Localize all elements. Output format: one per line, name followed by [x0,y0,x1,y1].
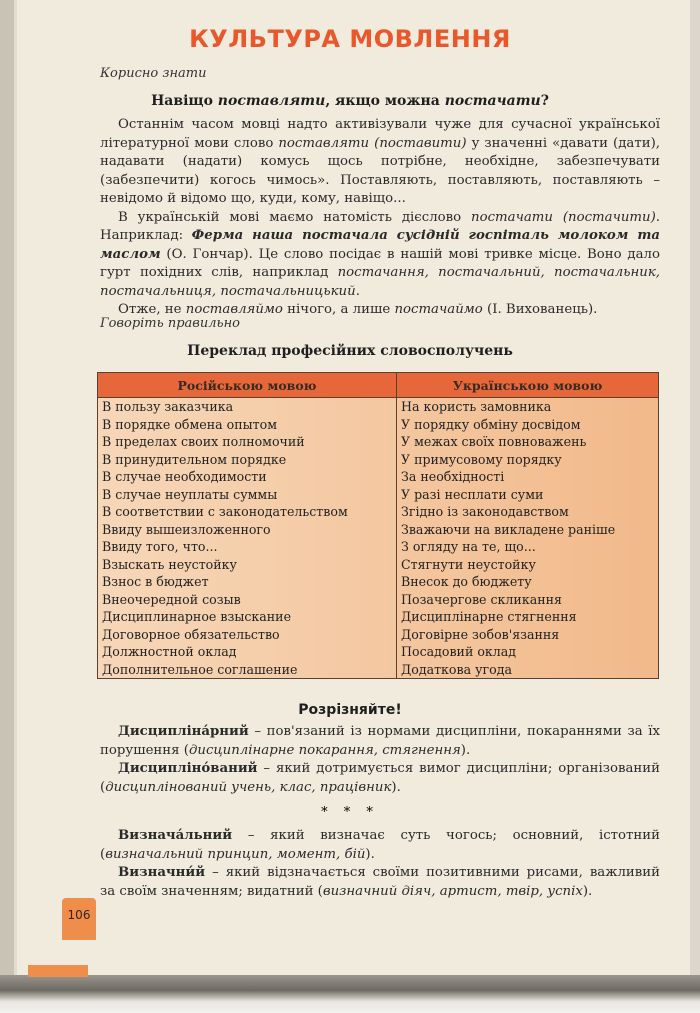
ukrainian-phrase: На користь замовника [397,398,659,416]
ukrainian-phrase: У разі несплати суми [397,486,659,504]
table-row [98,398,659,416]
russian-phrase: В принудительном порядке [98,451,397,469]
definition-dysciplinarnyi: Дисциплiна́рний – пов'язаний із нормами дисципліни, покараннями за їх порушення (дисциплінарне покарання, стягнення). [100,724,660,758]
ukrainian-phrase: Згідно із законодавством [397,503,659,521]
ukrainian-phrase: Позачергове скликання [397,591,659,609]
paragraph-1: Останнім часом мовці надто активізували чуже для сучасної української літературної мови слово поставляти (поставити) у значенні «давати (дати), надавати (надати) комусь щось потрібне, необхідне, забезпечувати (забезпечити) когось чимось». Поставляють, поставляють, поставляють – невідомо й відомо що, куди, кому, навіщо... [100,117,660,206]
paragraph-3: Отже, не поставляймо нічого, а лише постачаймо (І. Вихованець). [118,302,598,317]
definition-dyscyplinovanyi: Дисциплiно́ваний – який дотримується вимог дисципліни; організований (дисциплінований учень, клас, працівник). [100,761,660,795]
table-row [98,608,659,626]
book-spine [0,0,14,975]
russian-phrase: Ввиду того, что... [98,538,397,556]
section-heading: Навіщо поставляти, якщо можна постачати? [151,93,549,109]
ukrainian-phrase: Зважаючи на викладене раніше [397,521,659,539]
definitions-1 [100,723,660,797]
table-row [98,573,659,591]
page-title: КУЛЬТУРА МОВЛЕННЯ [189,25,511,53]
russian-phrase: Должностной оклад [98,643,397,661]
ukrainian-phrase: Договірне зобов'язання [397,626,659,644]
table-row [98,538,659,556]
table-row [98,661,659,679]
paragraph-2: В українській мові маємо натомість дієслово постачати (постачити). Наприклад: Ферма наша постачала сусідній госпіталь молоком та маслом (О. Гончар). Це слово посідає в нашій мові тривке місце. Воно дало гурт похідних слів, наприклад постачання, постачальний, постачальник, постачальниця, постачальницький. [100,209,660,299]
table-row [98,521,659,539]
ukrainian-phrase: Посадовий оклад [397,643,659,661]
orange-tab [28,965,88,977]
ukrainian-phrase: За необхідності [397,468,659,486]
translation-table [97,372,659,679]
distinguish-heading: Розрізняйте! [298,702,402,718]
intro-text [100,116,660,320]
ukrainian-phrase: У примусовому порядку [397,451,659,469]
russian-phrase: Договорное обязательство [98,626,397,644]
table-title: Переклад професійних словосполучень [187,343,513,359]
speak-label: Говоріть правильно [100,316,240,331]
page-edge [14,0,17,975]
russian-phrase: В случае неуплаты суммы [98,486,397,504]
table-row [98,503,659,521]
ukrainian-phrase: Стягнути неустойку [397,556,659,574]
russian-phrase: В соответствии с законодательством [98,503,397,521]
russian-phrase: Ввиду вышеизложенного [98,521,397,539]
table-row [98,416,659,434]
table-row [98,643,659,661]
russian-phrase: Взыскать неустойку [98,556,397,574]
definition-vyznachnyi: Визначни́й – який відзначається своїми позитивними рисами, важливий за своїм значенням; видатний (визначний діяч, артист, твір, успіх). [100,865,660,899]
page-number: 106 [62,898,96,940]
russian-phrase: В случае необходимости [98,468,397,486]
ukrainian-phrase: У порядку обміну досвідом [397,416,659,434]
page-bottom-shadow [0,975,700,1013]
russian-phrase: Внеочередной созыв [98,591,397,609]
table-row [98,433,659,451]
table-header-russian: Російською мовою [98,373,397,398]
ukrainian-phrase: Додаткова угода [397,661,659,679]
russian-phrase: Дисциплинарное взыскание [98,608,397,626]
definitions-2 [100,827,660,901]
table-header-ukrainian: Українською мовою [397,373,659,398]
russian-phrase: Дополнительное соглашение [98,661,397,679]
definition-vyznachalnyi: Визнача́льний – який визначає суть чогось; основний, істотний (визначальний принцип, момент, бій). [100,828,660,862]
ukrainian-phrase: У межах своїх повноважень [397,433,659,451]
table-row [98,591,659,609]
table-row [98,486,659,504]
russian-phrase: Взнос в бюджет [98,573,397,591]
table-row [98,451,659,469]
useful-label: Корисно знати [100,66,207,81]
separator-stars: * * * [321,805,379,820]
table-row [98,556,659,574]
ukrainian-phrase: З огляду на те, що... [397,538,659,556]
russian-phrase: В пользу заказчика [98,398,397,416]
ukrainian-phrase: Внесок до бюджету [397,573,659,591]
russian-phrase: В пределах своих полномочий [98,433,397,451]
ukrainian-phrase: Дисциплінарне стягнення [397,608,659,626]
table-row [98,626,659,644]
table-row [98,468,659,486]
russian-phrase: В порядке обмена опытом [98,416,397,434]
